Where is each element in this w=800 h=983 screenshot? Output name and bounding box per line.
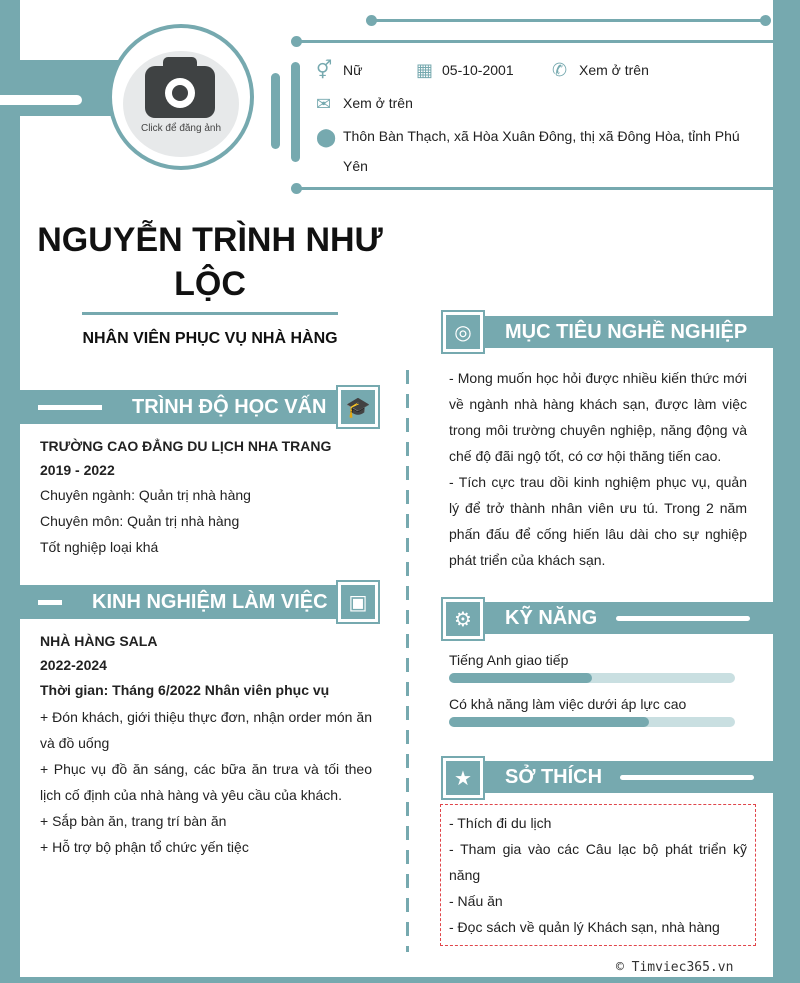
birthdate-value: 05-10-2001 [442,62,514,78]
objective-heading: MỤC TIÊU NGHỀ NGHIỆP [505,321,748,343]
duty-item: + Đón khách, giới thiệu thực đơn, nhận order món ăn và đồ uống [40,709,372,751]
header-dot [291,183,302,194]
camera-lens-center [172,85,188,101]
gear-icon: ⚙ [446,602,480,636]
experience-duties [40,704,372,860]
header-dot [366,15,377,26]
decor-dash [616,616,750,621]
objective-text [449,365,747,573]
photo-caption[interactable]: Click để đăng ảnh [140,123,222,134]
skills-heading: KỸ NĂNG [505,607,598,629]
objective-paragraph: - Tích cực trau dồi kinh nghiệm phục vụ, quản lý để trở thành nhân viên ưu tú. Trong 2 năm phấn đấu để cống hiến lâu dài cho sự nghiệp phát triển của khách sạn. [449,474,747,568]
hobby-item: - Đọc sách về quản lý Khách sạn, nhà hàng [449,919,720,935]
hobbies-icon-box [441,756,485,800]
full-name: NGUYỄN TRÌNH NHƯ LỘC [37,221,383,303]
duty-item: + Phục vụ đồ ăn sáng, các bữa ăn trưa và tối theo lịch cố định của nhà hàng và yêu cầu của khách. [40,761,372,803]
frame-right [773,0,800,983]
job-title: NHÂN VIÊN PHỤC VỤ NHÀ HÀNG [82,330,338,347]
hobby-item: - Nấu ăn [449,893,503,909]
decor-dash [620,775,754,780]
star-icon: ★ [446,761,480,795]
decor-dash [38,405,102,410]
skill-bar-track [449,673,735,683]
skills-icon-box [441,597,485,641]
education-heading: TRÌNH ĐỘ HỌC VẤN [132,396,327,418]
decor-dash [38,600,62,605]
skill-bar-fill [449,717,649,727]
decor-dash [0,95,82,105]
objective-paragraph: - Mong muốn học hỏi được nhiều kiến thức mới về ngành nhà hàng khách sạn, được làm việc trong môi trường chuyên nghiệp, năng động và chế độ đãi ngộ tốt, có cơ hội thăng tiến cao. [449,370,747,464]
experience-years: 2022-2024 [40,657,107,673]
objective-icon-box [441,310,485,354]
location-icon: ⬤ [316,127,337,147]
hobbies-list [449,810,747,940]
frame-top-left [0,60,120,116]
header-dot [291,36,302,47]
duty-item: + Sắp bàn ăn, trang trí bàn ăn [40,813,227,829]
phone-icon: ✆ [552,60,568,80]
hobbies-heading: SỞ THÍCH [505,766,603,788]
column-divider [406,370,409,952]
header-line [296,40,774,43]
decor-bar [291,62,300,162]
target-icon: ◎ [446,315,480,349]
experience-period: Thời gian: Tháng 6/2022 Nhân viên phục vụ [40,682,330,698]
experience-icon-box [336,580,380,624]
skill-label: Có khả năng làm việc dưới áp lực cao [449,696,687,712]
experience-heading: KINH NGHIỆM LÀM VIỆC [92,591,328,613]
header-dot [760,15,771,26]
email-icon: ✉ [316,94,332,114]
title-divider [82,312,338,315]
education-icon-box [336,385,380,429]
gender-value: Nữ [343,62,363,78]
duty-item: + Hỗ trợ bộ phận tổ chức yến tiệc [40,839,249,855]
skill-bar-fill [449,673,592,683]
phone-value: Xem ở trên [579,62,649,78]
address-value: Thôn Bàn Thạch, xã Hòa Xuân Đông, thị xã Đông Hòa, tỉnh Phú Yên [343,128,740,174]
header-line [296,187,774,190]
gender-icon: ⚥ [316,60,333,80]
footer-watermark[interactable]: © Timviec365.vn [616,960,734,975]
header-line-top [370,19,766,22]
hobby-item: - Thích đi du lịch [449,815,552,831]
skill-bar-track [449,717,735,727]
decor-bar [271,73,280,149]
skill-label: Tiếng Anh giao tiếp [449,652,569,668]
hobby-item: - Tham gia vào các Câu lạc bộ phát triển kỹ năng [449,841,747,883]
company-name: NHÀ HÀNG SALA [40,633,158,649]
frame-left [0,0,20,983]
briefcase-icon: ▣ [341,585,375,619]
school-name: TRƯỜNG CAO ĐẲNG DU LỊCH NHA TRANG [40,438,332,454]
education-specialty: Chuyên môn: Quản trị nhà hàng [40,513,240,529]
calendar-icon: ▦ [416,60,434,80]
education-major: Chuyên ngành: Quản trị nhà hàng [40,487,251,503]
email-value: Xem ở trên [343,95,413,111]
frame-bottom [0,977,800,983]
education-years: 2019 - 2022 [40,462,115,478]
education-grade: Tốt nghiệp loại khá [40,539,159,555]
graduation-cap-icon: 🎓 [341,390,375,424]
